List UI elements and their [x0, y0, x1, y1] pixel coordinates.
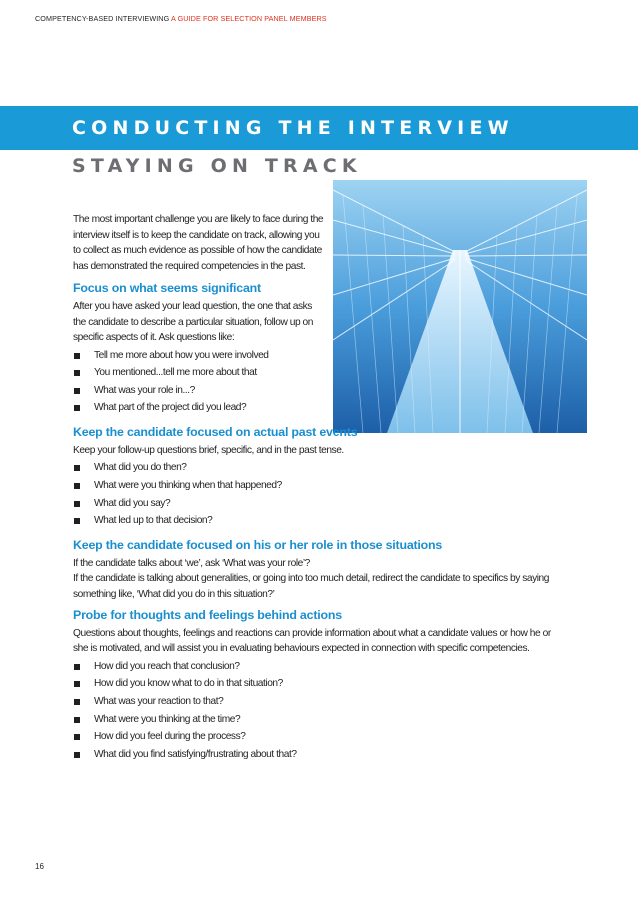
square-bullet-icon: [74, 501, 80, 507]
square-bullet-icon: [74, 681, 80, 687]
list-item-text: What were you thinking at the time?: [94, 713, 241, 725]
section-paragraph: If the candidate is talking about generalities, or going into too much detail, redirect the candidate to specifics by saying something like, ‘What did you do in this situation?’: [73, 573, 549, 600]
square-bullet-icon: [74, 370, 80, 376]
list-item: [73, 347, 565, 365]
square-bullet-icon: [74, 752, 80, 758]
list-item: [73, 746, 565, 764]
list-item: [73, 711, 565, 729]
page-subtitle: STAYING ON TRACK: [72, 155, 362, 177]
square-bullet-icon: [74, 405, 80, 411]
list-item-text: What was your reaction to that?: [94, 695, 224, 707]
list-item: [73, 399, 565, 417]
square-bullet-icon: [74, 699, 80, 705]
section-paragraph: Keep your follow-up questions brief, specific, and in the past tense.: [73, 444, 344, 456]
section-focus-significant: [73, 281, 565, 417]
square-bullet-icon: [74, 388, 80, 394]
square-bullet-icon: [74, 664, 80, 670]
list-item-text: What was your role in...?: [94, 384, 195, 396]
section-role-in-situations: [73, 538, 565, 602]
running-header: [35, 14, 327, 23]
list-item-text: You mentioned...tell me more about that: [94, 367, 257, 379]
list-item-text: What did you find satisfying/frustrating about that?: [94, 748, 297, 760]
list-item-text: How did you feel during the process?: [94, 731, 246, 743]
list-item: [73, 658, 565, 676]
square-bullet-icon: [74, 518, 80, 524]
list-item: [73, 364, 565, 382]
list-item: [73, 693, 565, 711]
section-heading: Probe for thoughts and feelings behind actions: [73, 607, 342, 622]
main-content: [73, 212, 565, 771]
list-item-text: Tell me more about how you were involved: [94, 349, 269, 361]
intro-paragraph: The most important challenge you are likely to face during the interview itself is to keep the candidate on track, allowing you to collect as much evidence as possible of how the candidate has demonstrated the required competencies in the past.: [73, 214, 324, 272]
list-item-text: What were you thinking when that happened?: [94, 479, 282, 491]
square-bullet-icon: [74, 717, 80, 723]
section-paragraph: If the candidate talks about ‘we’, ask ‘What was your role’?: [73, 557, 310, 569]
list-item-text: What led up to that decision?: [94, 515, 213, 527]
section-heading: Keep the candidate focused on his or her role in those situations: [73, 537, 443, 552]
bullet-list: [73, 459, 565, 529]
list-item: [73, 477, 565, 495]
list-item: [73, 512, 565, 530]
list-item-text: What did you say?: [94, 497, 171, 509]
square-bullet-icon: [74, 353, 80, 359]
page-title: CONDUCTING THE INTERVIEW: [72, 117, 514, 139]
list-item-text: What part of the project did you lead?: [94, 402, 247, 414]
list-item: [73, 459, 565, 477]
list-item: [73, 495, 565, 513]
section-thoughts-feelings: [73, 608, 565, 763]
bullet-list: [73, 658, 565, 764]
running-header-title: COMPETENCY-BASED INTERVIEWING: [35, 14, 170, 23]
section-heading: Keep the candidate focused on actual past events: [73, 424, 358, 439]
bullet-list: [73, 347, 565, 417]
list-item-text: How did you know what to do in that situation?: [94, 678, 283, 690]
page-number: 16: [35, 862, 44, 871]
square-bullet-icon: [74, 465, 80, 471]
section-heading: Focus on what seems significant: [73, 281, 261, 296]
list-item-text: How did you reach that conclusion?: [94, 660, 240, 672]
running-header-subtitle: A GUIDE FOR SELECTION PANEL MEMBERS: [171, 14, 327, 23]
list-item: [73, 675, 565, 693]
list-item: [73, 728, 565, 746]
list-item-text: What did you do then?: [94, 462, 187, 474]
list-item: [73, 382, 565, 400]
square-bullet-icon: [74, 483, 80, 489]
section-paragraph: Questions about thoughts, feelings and reactions can provide information about what a candidate values or how he or she is motivated, and will assist you in evaluating behaviours expected in connection with specific competencies.: [73, 627, 551, 655]
section-paragraph: After you have asked your lead question, the one that asks the candidate to describe a particular situation, follow up on specific aspects of it. Ask questions like:: [73, 301, 313, 344]
square-bullet-icon: [74, 734, 80, 740]
section-past-events: [73, 425, 565, 530]
